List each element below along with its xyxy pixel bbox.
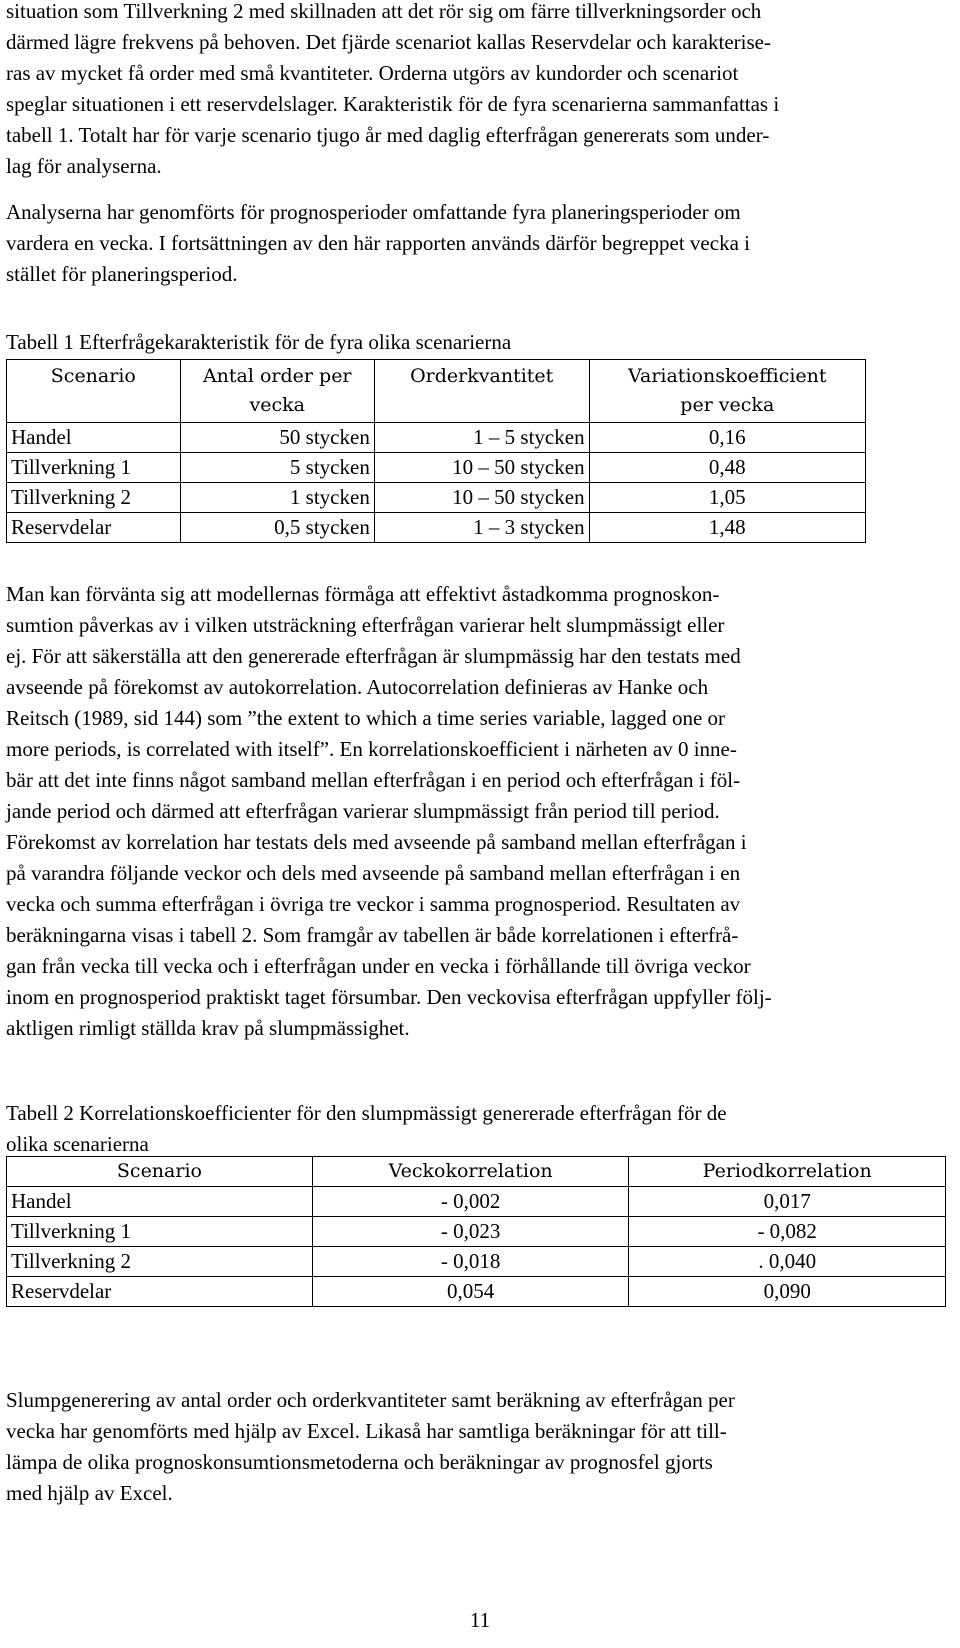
table-row (7, 453, 866, 483)
text-line: vecka och summa efterfrågan i övriga tre veckor i samma prognosperiod. Resultaten av (6, 892, 741, 916)
text-line: därmed lägre frekvens på behoven. Det fjärde scenariot kallas Reservdelar och karakterise- (6, 30, 771, 54)
header-cell: Veckokorrelation (312, 1157, 628, 1187)
text-line: vecka har genomförts med hjälp av Excel. Likaså har samtliga beräkningar för att till- (6, 1419, 727, 1443)
table-cell: 10 – 50 stycken (374, 483, 589, 513)
table1-caption (6, 327, 511, 358)
header-cell: Scenario (7, 360, 181, 423)
text-line: aktligen rimligt ställda krav på slumpmässighet. (6, 1016, 410, 1040)
table2-correlation-coefficients (6, 1156, 946, 1307)
table-row (7, 1187, 946, 1217)
table-cell: 50 stycken (180, 423, 374, 453)
text-line: vardera en vecka. I fortsättningen av den här rapporten används därför begreppet vecka i (6, 231, 750, 255)
paragraph-scenario-description (6, 0, 946, 182)
text-line: bär att det inte finns något samband mellan efterfrågan i en period och efterfrågan i föl- (6, 768, 741, 792)
text-line: beräkningarna visas i tabell 2. Som framgår av tabellen är både korrelationen i efterfrå- (6, 923, 739, 947)
paragraph-excel-note (6, 1385, 946, 1509)
table-row (7, 423, 866, 453)
table-cell: 0,054 (312, 1277, 628, 1307)
text-line: speglar situationen i ett reservdelslager. Karakteristik för de fyra scenarierna sammanfattas i (6, 92, 780, 116)
table-header-row (7, 1157, 946, 1187)
text-line: tabell 1. Totalt har för varje scenario tjugo år med daglig efterfrågan genererats som under- (6, 123, 770, 147)
table-cell: 5 stycken (180, 453, 374, 483)
header-cell: Periodkorrelation (629, 1157, 946, 1187)
table-cell: Tillverkning 1 (7, 1217, 313, 1247)
text-line: sumtion påverkas av i vilken utsträckning efterfrågan varierar helt slumpmässigt eller (6, 613, 725, 637)
text-line: Man kan förvänta sig att modellernas förmåga att effektivt åstadkomma prognoskon- (6, 582, 720, 606)
table-cell: 0,48 (589, 453, 865, 483)
table-cell: . 0,040 (629, 1247, 946, 1277)
table1-demand-characteristics (6, 359, 866, 543)
paragraph-autocorrelation (6, 579, 946, 1044)
text-line: ras av mycket få order med små kvantiteter. Orderna utgörs av kundorder och scenariot (6, 61, 739, 85)
table-cell: - 0,018 (312, 1247, 628, 1277)
table-cell: 0,5 stycken (180, 513, 374, 543)
table-cell: - 0,002 (312, 1187, 628, 1217)
table-cell: Handel (7, 1187, 313, 1217)
header-cell: Variationskoefficient per vecka (589, 360, 865, 423)
text-line: Analyserna har genomförts för prognosperioder omfattande fyra planeringsperioder om (6, 200, 741, 224)
table-row (7, 1217, 946, 1247)
table-cell: Tillverkning 2 (7, 483, 181, 513)
table-cell: 0,090 (629, 1277, 946, 1307)
table-cell: Reservdelar (7, 1277, 313, 1307)
text-line: på varandra följande veckor och dels med avseende på samband mellan efterfrågan i en (6, 861, 741, 885)
caption-text: Tabell 2 Korrelationskoefficienter för den slumpmässigt genererade efterfrågan för de (6, 1101, 727, 1125)
table-cell: Tillverkning 2 (7, 1247, 313, 1277)
paragraph-analysis-periods (6, 197, 946, 290)
header-cell: Orderkvantitet (374, 360, 589, 423)
table-cell: 10 – 50 stycken (374, 453, 589, 483)
text-line: inom en prognosperiod praktiskt taget försumbar. Den veckovisa efterfrågan uppfyller följ- (6, 985, 772, 1009)
caption-text: Tabell 1 Efterfrågekarakteristik för de fyra olika scenarierna (6, 330, 512, 354)
table-cell: 1 – 5 stycken (374, 423, 589, 453)
text-line: Reitsch (1989, sid 144) som ”the extent to which a time series variable, lagged one or (6, 706, 726, 730)
table-cell: - 0,023 (312, 1217, 628, 1247)
text-line: avseende på förekomst av autokorrelation. Autocorrelation definieras av Hanke och (6, 675, 709, 699)
header-cell: Antal order per vecka (180, 360, 374, 423)
text-line: lämpa de olika prognoskonsumtionsmetoderna och beräkningar av prognosfel gjorts (6, 1450, 713, 1474)
text-line: situation som Tillverkning 2 med skillnaden att det rör sig om färre tillverkningsorder och (6, 0, 762, 23)
caption-text: olika scenarierna (6, 1132, 149, 1156)
text-line: more periods, is correlated with itself”. En korrelationskoefficient i närheten av 0 inne- (6, 737, 737, 761)
text-line: med hjälp av Excel. (6, 1481, 173, 1505)
text-line: Slumpgenerering av antal order och orderkvantiteter samt beräkning av efterfrågan per (6, 1388, 735, 1412)
table-cell: Reservdelar (7, 513, 181, 543)
table-cell: Tillverkning 1 (7, 453, 181, 483)
table-cell: Handel (7, 423, 181, 453)
table-cell: - 0,082 (629, 1217, 946, 1247)
table-row (7, 513, 866, 543)
text-line: lag för analyserna. (6, 154, 162, 178)
text-line: gan från vecka till vecka och i efterfrågan under en vecka i förhållande till övriga veckor (6, 954, 751, 978)
page-number: 11 (469, 1608, 491, 1632)
text-line: jande period och därmed att efterfrågan varierar slumpmässigt från period till period. (6, 799, 720, 823)
table-cell: 0,017 (629, 1187, 946, 1217)
table-row (7, 1277, 946, 1307)
header-cell: Scenario (7, 1157, 313, 1187)
table-cell: 1 – 3 stycken (374, 513, 589, 543)
table-row (7, 1247, 946, 1277)
table2-caption (6, 1098, 727, 1160)
text-line: Förekomst av korrelation har testats dels med avseende på samband mellan efterfrågan i (6, 830, 747, 854)
text-line: ej. För att säkerställa att den genererade efterfrågan är slumpmässig har den testats med (6, 644, 741, 668)
table-cell: 1 stycken (180, 483, 374, 513)
text-line: stället för planeringsperiod. (6, 262, 238, 286)
table-header-row (7, 360, 866, 423)
table-row (7, 483, 866, 513)
table-cell: 1,05 (589, 483, 865, 513)
table-cell: 0,16 (589, 423, 865, 453)
table-cell: 1,48 (589, 513, 865, 543)
